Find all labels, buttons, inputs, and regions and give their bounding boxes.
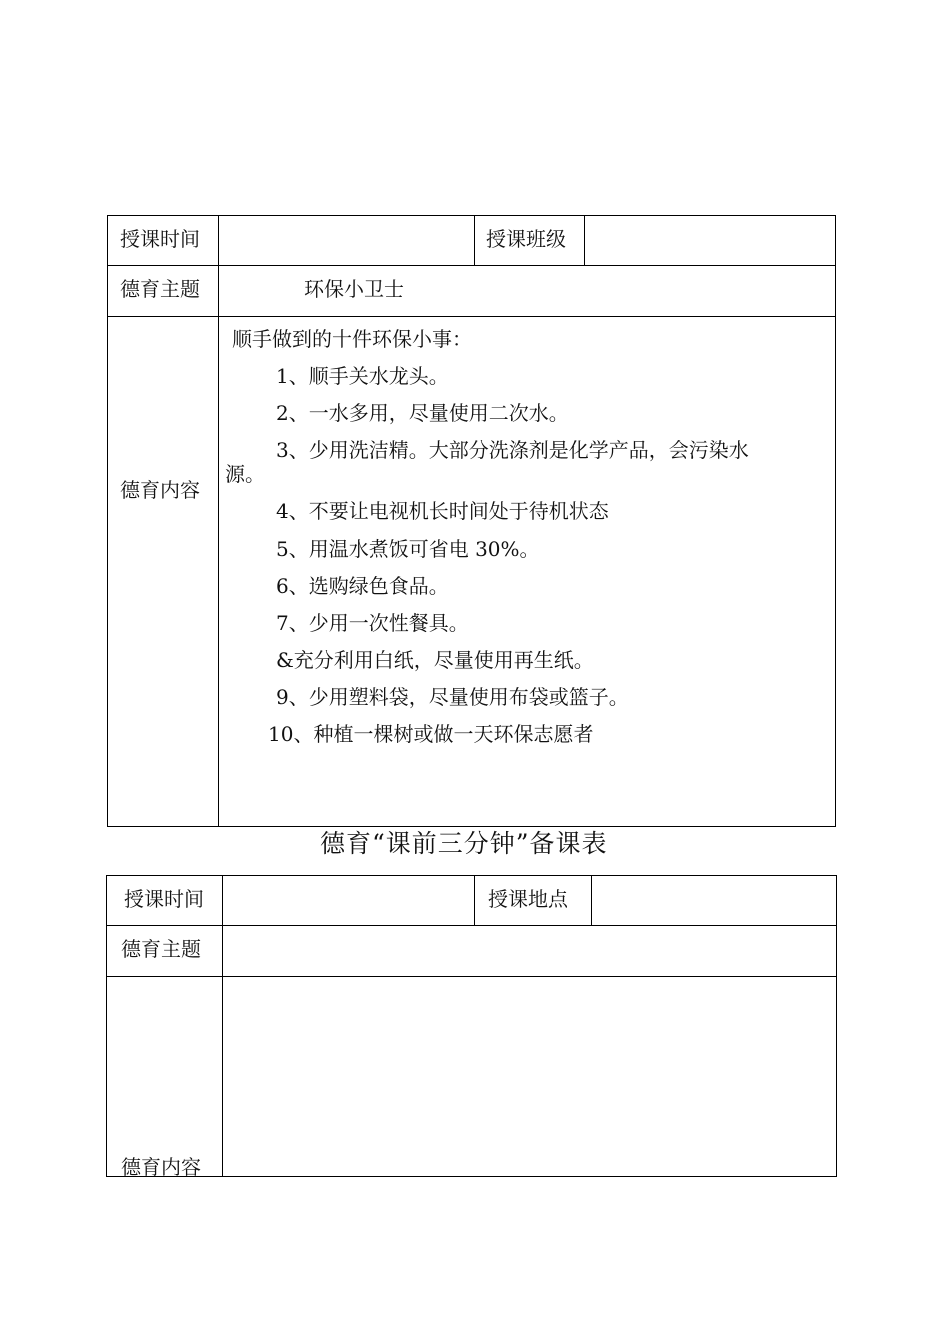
table1-theme-value[interactable]: 环保小卫士 xyxy=(304,277,404,301)
table1-row-divider-2 xyxy=(107,316,836,317)
table1-label-divider xyxy=(218,215,219,827)
content-line-intro: 顺手做到的十件环保小事： xyxy=(232,327,472,351)
table2-col-divider-1 xyxy=(474,875,475,926)
content-line-7: 7、少用一次性餐具。 xyxy=(276,611,469,635)
table1-border-top xyxy=(107,215,836,216)
table2-border-right xyxy=(836,875,837,1177)
content-line-1: 1、顺手关水龙头。 xyxy=(276,364,449,388)
table1-col-divider-2 xyxy=(584,215,585,266)
table2-time-label: 授课时间 xyxy=(124,887,204,911)
content-line-10: 10、种植一棵树或做一天环保志愿者 xyxy=(268,722,594,746)
table1-content-label: 德育内容 xyxy=(120,478,200,502)
table1-row-divider-1 xyxy=(107,265,836,266)
table2-row-divider-2 xyxy=(106,976,837,977)
table1-time-label: 授课时间 xyxy=(120,227,200,251)
content-line-2: 2、一水多用，尽量使用二次水。 xyxy=(276,401,569,425)
content-line-4: 4、不要让电视机长时间处于待机状态 xyxy=(276,499,609,523)
content-line-3-cont: 源。 xyxy=(225,462,265,486)
content-line-3: 3、少用洗洁精。大部分洗涤剂是化学产品，会污染水 xyxy=(276,438,749,462)
table1-theme-label: 德育主题 xyxy=(120,277,200,301)
section-title: 德育“课前三分钟”备课表 xyxy=(320,829,608,858)
content-line-9: 9、少用塑料袋，尽量使用布袋或篮子。 xyxy=(276,685,629,709)
table1-border-left xyxy=(107,215,108,827)
table2-content-label: 德育内容 xyxy=(121,1155,201,1179)
table2-border-bottom xyxy=(106,1176,837,1177)
content-line-6: 6、选购绿色食品。 xyxy=(276,574,449,598)
content-line-5: 5、用温水煮饭可省电 30%。 xyxy=(276,537,540,561)
table2-theme-label: 德育主题 xyxy=(121,937,201,961)
table2-border-top xyxy=(106,875,837,876)
content-line-8: &充分利用白纸，尽量使用再生纸。 xyxy=(276,648,594,672)
table1-class-label: 授课班级 xyxy=(486,227,566,251)
table1-border-right xyxy=(835,215,836,827)
table2-row-divider-1 xyxy=(106,925,837,926)
table2-col-divider-2 xyxy=(591,875,592,926)
table2-label-divider xyxy=(222,875,223,1177)
table1-col-divider-1 xyxy=(474,215,475,266)
table2-border-left xyxy=(106,875,107,1177)
table1-border-bottom xyxy=(107,826,836,827)
table2-place-label: 授课地点 xyxy=(488,887,568,911)
